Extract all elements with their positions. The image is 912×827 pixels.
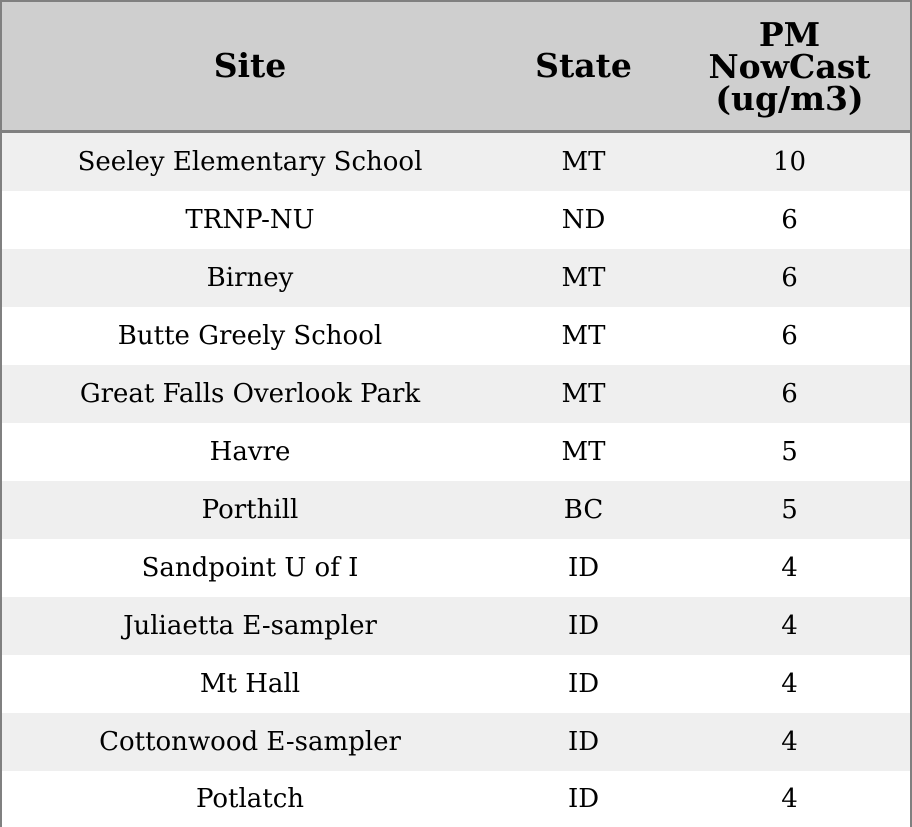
air-quality-table (2, 2, 910, 827)
pm-value-cell: 10 (669, 132, 910, 192)
state-cell: MT (498, 249, 669, 307)
state-header-label: State (535, 46, 632, 85)
site-cell: Porthill (2, 481, 498, 539)
table-body (2, 132, 910, 827)
pm-value-cell: 6 (669, 249, 910, 307)
pm-value-cell: 6 (669, 307, 910, 365)
state-cell: ND (498, 191, 669, 249)
table-row (2, 597, 910, 655)
site-cell: Mt Hall (2, 655, 498, 713)
table-row (2, 249, 910, 307)
state-column-header (498, 2, 669, 132)
table-row (2, 539, 910, 597)
pm-value-cell: 4 (669, 713, 910, 771)
pm-value-cell: 4 (669, 539, 910, 597)
pm-header-line-3: (ug/m3) (715, 79, 864, 118)
pm-value-cell: 5 (669, 481, 910, 539)
table-row (2, 307, 910, 365)
site-cell: Sandpoint U of I (2, 539, 498, 597)
site-column-header (2, 2, 498, 132)
pm-nowcast-column-header (669, 2, 910, 132)
site-cell: TRNP-NU (2, 191, 498, 249)
state-cell: ID (498, 713, 669, 771)
state-cell: ID (498, 539, 669, 597)
site-cell: Birney (2, 249, 498, 307)
pm-value-cell: 4 (669, 655, 910, 713)
table-row (2, 655, 910, 713)
site-header-label: Site (213, 46, 287, 85)
state-cell: MT (498, 423, 669, 481)
table-row (2, 713, 910, 771)
site-cell: Juliaetta E-sampler (2, 597, 498, 655)
pm-value-cell: 5 (669, 423, 910, 481)
state-cell: MT (498, 365, 669, 423)
table-row (2, 423, 910, 481)
pm-header-line-2: NowCast (708, 47, 871, 86)
table-row (2, 771, 910, 827)
site-cell: Havre (2, 423, 498, 481)
state-cell: ID (498, 597, 669, 655)
site-cell: Butte Greely School (2, 307, 498, 365)
state-cell: BC (498, 481, 669, 539)
state-cell: MT (498, 132, 669, 192)
header-row (2, 2, 910, 132)
pm-value-cell: 6 (669, 191, 910, 249)
table-row (2, 191, 910, 249)
state-cell: ID (498, 655, 669, 713)
table-row (2, 365, 910, 423)
state-cell: MT (498, 307, 669, 365)
state-cell: ID (498, 771, 669, 827)
site-cell: Great Falls Overlook Park (2, 365, 498, 423)
table-row (2, 132, 910, 192)
pm-value-cell: 4 (669, 771, 910, 827)
site-cell: Cottonwood E-sampler (2, 713, 498, 771)
site-cell: Seeley Elementary School (2, 132, 498, 192)
pm-value-cell: 4 (669, 597, 910, 655)
site-cell: Potlatch (2, 771, 498, 827)
pm-header-line-1: PM (758, 15, 821, 54)
table-header (2, 2, 910, 132)
table-row (2, 481, 910, 539)
pm-value-cell: 6 (669, 365, 910, 423)
